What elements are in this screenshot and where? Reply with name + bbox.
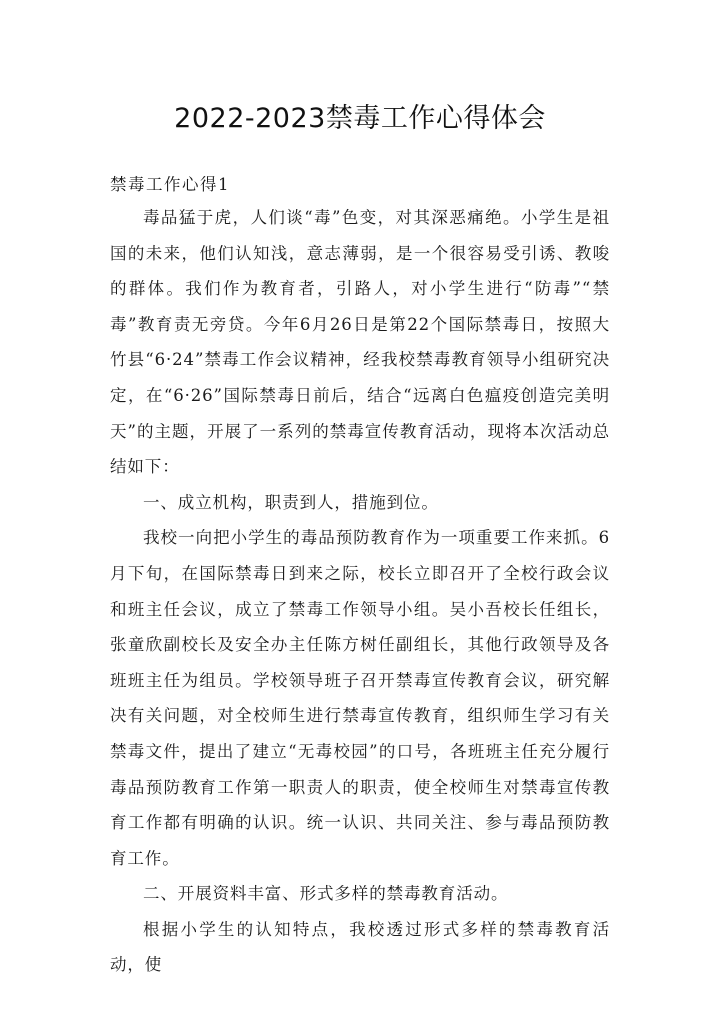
document-body (110, 200, 610, 983)
heading-section-one: 一、成立机构，职责到人，措施到位。 (143, 492, 439, 512)
document-title: 2022-2023禁毒工作心得体会 (174, 103, 546, 134)
paragraph-section-one: 我校一向把小学生的毒品预防教育作为一项重要工作来抓。6月下旬，在国际禁毒日到来之际，校长立即召开了全校行政会议和班主任会议，成立了禁毒工作领导小组。吴小吾校长任组长，张童欣副校长及安全办主任陈方树任副组长，其他行政领导及各班班主任为组员。学校领导班子召开禁毒宣传教育会议，研究解决有关问题，对全校师生进行禁毒宣传教育，组织师生学习有关禁毒文件，提出了建立“无毒校园”的口号，各班班主任充分履行毒品预防教育工作第一职责人的职责，使全校师生对禁毒宣传教育工作都有明确的认识。统一认识、共同关注、参与毒品预防教育工作。 (110, 528, 610, 868)
section-label: 禁毒工作心得1 (110, 175, 230, 194)
paragraph-section-two: 根据小学生的认知特点，我校透过形式多样的禁毒教育活动，使 (110, 919, 610, 975)
heading-section-two: 二、开展资料丰富、形式多样的禁毒教育活动。 (143, 884, 509, 904)
paragraph-intro: 毒品猛于虎，人们谈“毒”色变，对其深恶痛绝。小学生是祖国的未来，他们认知浅，意志薄弱，是一个很容易受引诱、教唆的群体。我们作为教育者，引路人，对小学生进行“防毒”“禁毒”教育责无旁贷。今年6月26日是第22个国际禁毒日，按照大竹县“6·24”禁毒工作会议精神，经我校禁毒教育领导小组研究决定，在“6·26”国际禁毒日前后，结合“远离白色瘟疫创造完美明天”的主题，开展了一系列的禁毒宣传教育活动，现将本次活动总结如下： (110, 208, 610, 477)
